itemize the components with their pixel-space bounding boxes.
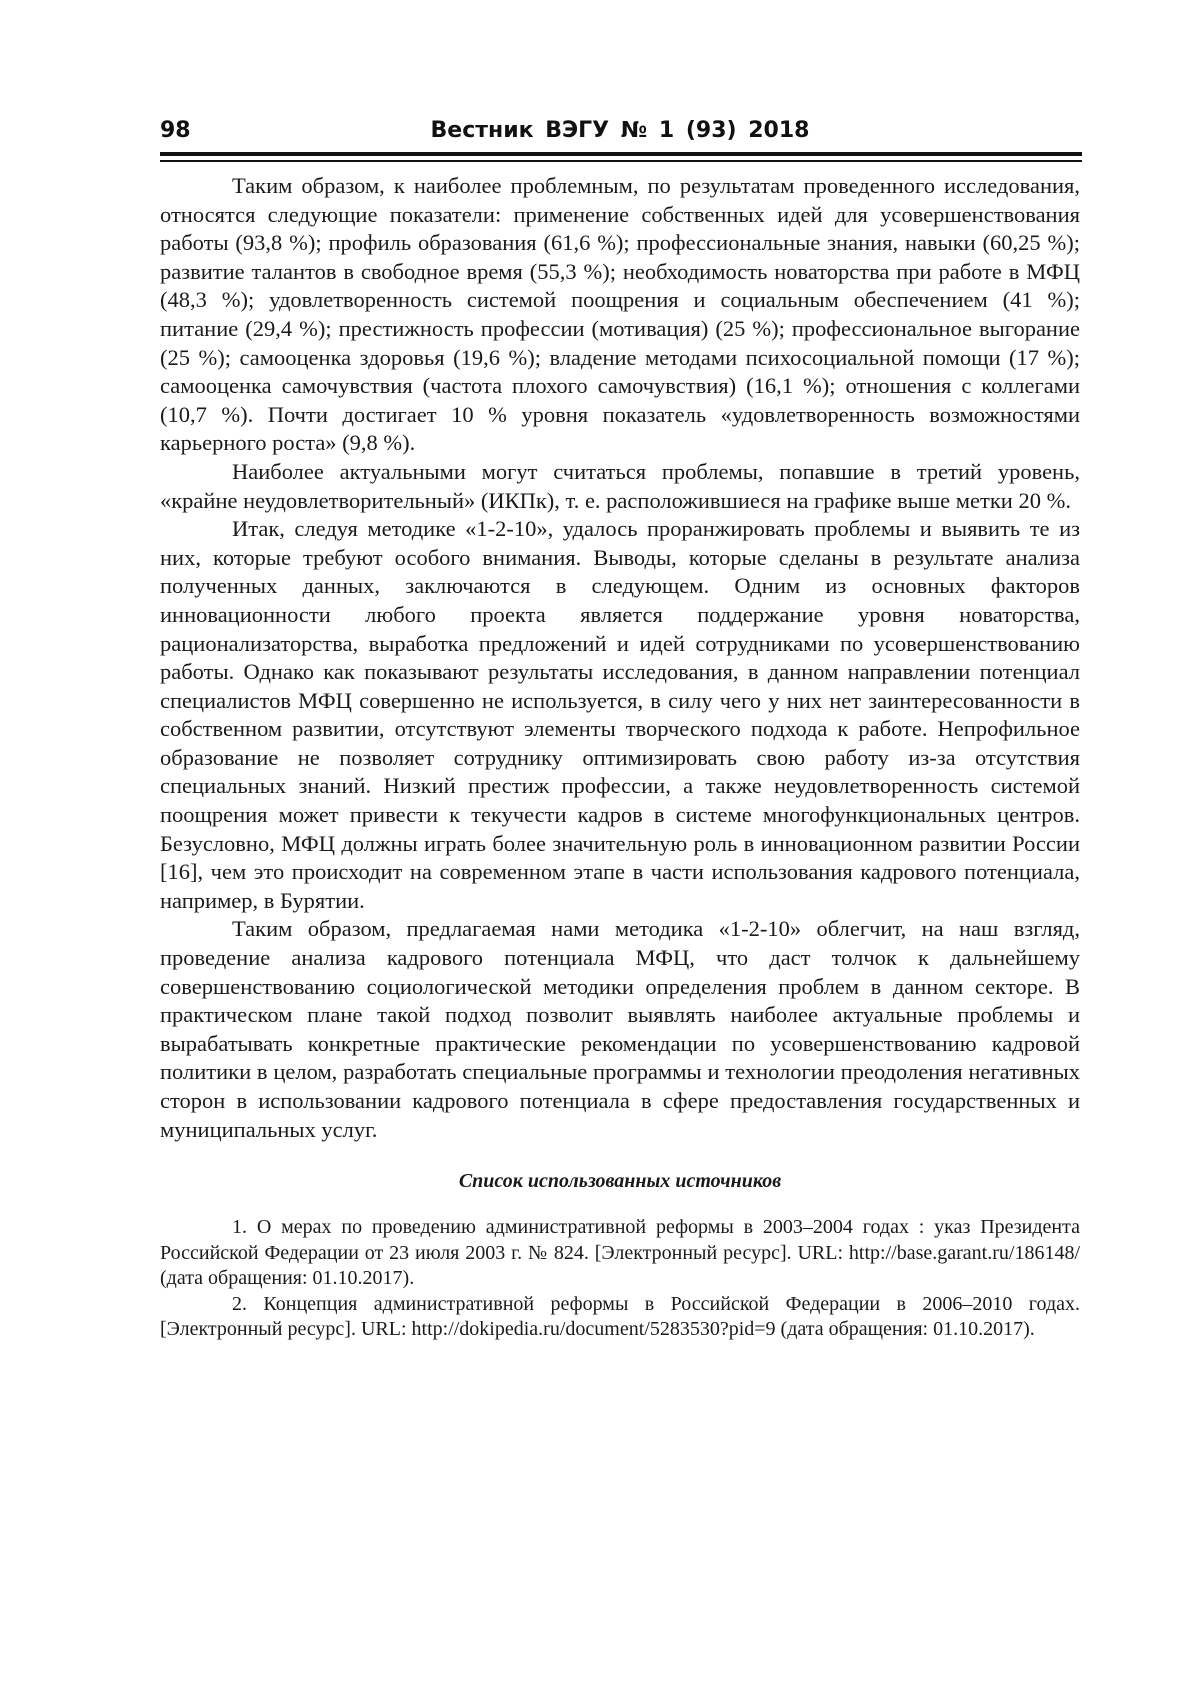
article-body xyxy=(160,172,1080,1144)
journal-page xyxy=(160,112,1080,1343)
reference-item: 2. Концепция административной реформы в Российской Федерации в 2006–2010 годах. [Электронный ресурс]. URL: http://dokipedia.ru/document/5283530?pid=9 (дата обращения: 01.10.2017). xyxy=(160,1292,1080,1341)
references-heading: Список использованных источников xyxy=(458,1170,782,1193)
running-header xyxy=(160,112,1080,152)
header-rule-thin xyxy=(160,160,1082,162)
body-paragraph: Наиболее актуальными могут считаться проблемы, попавшие в третий уровень, «крайне неудовлетворительный» (ИКПк), т. е. расположившиеся на графике выше метки 20 %. xyxy=(160,458,1080,513)
header-rule-thick xyxy=(160,152,1082,156)
references-list xyxy=(160,1215,1080,1343)
body-paragraph: Таким образом, к наиболее проблемным, по результатам проведенного исследования, относятся следующие показатели: применение собственных идей для усовершенствования работы (93,8 %); профиль образования (61,6 %); профессиональные знания, навыки (60,25 %); развитие талантов в свободное время (55,3 %); необходимость новаторства при работе в МФЦ (48,3 %); удовлетворенность системой поощрения и социальным обеспечением (41 %); питание (29,4 %); престижность профессии (мотивация) (25 %); профессиональное выгорание (25 %); самооценка здоровья (19,6 %); владение методами психосоциальной помощи (17 %); самооценка самочувствия (частота плохого самочувствия) (16,1 %); отношения с коллегами (10,7 %). Почти достигает 10 % уровня показатель «удовлетворенность возможностями карьерного роста» (9,8 %). xyxy=(160,173,1080,456)
body-paragraph: Итак, следуя методике «1-2-10», удалось проранжировать проблемы и выявить те из них, которые требуют особого внимания. Выводы, которые сделаны в результате анализа полученных данных, заключаются в следующем. Одним из основных факторов инновационности любого проекта является поддержание уровня новаторства, рационализаторства, выработка предложений и идей сотрудниками по усовершенствованию работы. Однако как показывают результаты исследования, в данном направлении потенциал специалистов МФЦ совершенно не используется, в силу чего у них нет заинтересованности в собственном развитии, отсутствуют элементы творческого подхода к работе. Непрофильное образование не позволяет сотруднику оптимизировать свою работу из-за отсутствия специальных знаний. Низкий престиж профессии, а также неудовлетворенность системой поощрения может привести к текучести кадров в системе многофункциональных центров. Безусловно, МФЦ должны играть более значительную роль в инновационном развитии России [16], чем это происходит на современном этапе в части использования кадрового потенциала, например, в Бурятии. xyxy=(160,516,1080,913)
reference-item: 1. О мерах по проведению административной реформы в 2003–2004 годах : указ Президента Российской Федерации от 23 июля 2003 г. № 824. [Электронный ресурс]. URL: http://base.garant.ru/186148/ (дата обращения: 01.10.2017). xyxy=(160,1216,1080,1290)
journal-title: Вестник ВЭГУ № 1 (93) 2018 xyxy=(430,118,810,143)
body-paragraph: Таким образом, предлагаемая нами методика «1-2-10» облегчит, на наш взгляд, проведение анализа кадрового потенциала МФЦ, что даст толчок к дальнейшему совершенствованию социологической методики определения проблем в данном секторе. В практическом плане такой подход позволит выявлять наиболее актуальные проблемы и вырабатывать конкретные практические рекомендации по усовершенствованию кадровой политики в целом, разработать специальные программы и технологии преодоления негативных сторон в использовании кадрового потенциала в сфере предоставления государственных и муниципальных услуг. xyxy=(160,916,1080,1142)
page-number: 98 xyxy=(160,118,191,143)
